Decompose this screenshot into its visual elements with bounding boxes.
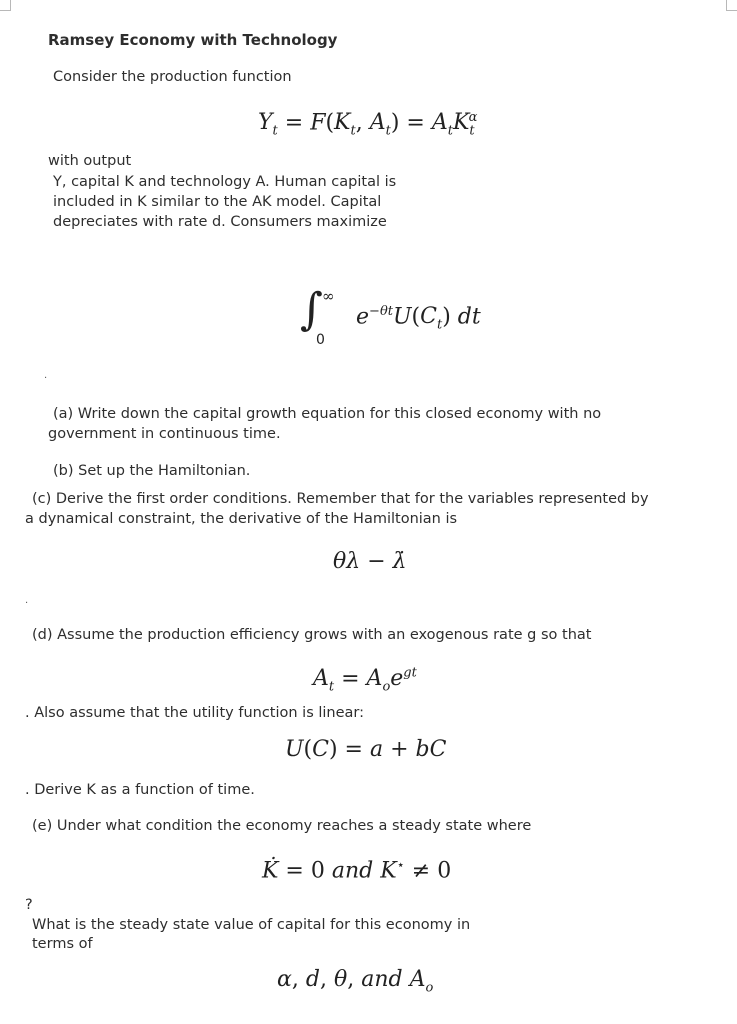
question-d: (d) Assume the production efficiency grows with an exogenous rate g so that <box>32 627 592 643</box>
production-equation: $Y_t = F(K_t$, $A_t) = A_tK_t^\alpha$ <box>258 110 478 139</box>
stray-dot-2: . <box>25 595 29 606</box>
hamiltonian-expression: θλ − λ̇ <box>333 549 407 574</box>
stray-dot: . <box>44 370 48 381</box>
intro-text: Consider the production function <box>53 69 292 85</box>
description-line-2: included in K similar to the AK model. Capital <box>53 194 382 210</box>
description-line-3: depreciates with rate d. Consumers maximize <box>53 214 387 230</box>
linear-utility-equation: U(C) = a + bC <box>285 737 447 762</box>
linear-assumption: . Also assume that the utility function is linear: <box>25 705 365 721</box>
output-label: with output <box>48 153 132 169</box>
question-c-line-2: a dynamical constraint, the derivative of the Hamiltonian is <box>25 511 458 527</box>
parameter-list: α, d, θ, and $A_o$ <box>277 967 434 996</box>
page-corner-left <box>0 0 11 11</box>
steady-state-line-2: terms of <box>32 936 93 952</box>
question-mark: ? <box>25 897 33 913</box>
question-b: (b) Set up the Hamiltonian. <box>53 463 251 479</box>
question-a-line-2: government in continuous time. <box>48 426 281 442</box>
question-c-line-1: (c) Derive the first order conditions. Remember that for the variables represented by <box>32 491 649 507</box>
question-e: (e) Under what condition the economy reaches a steady state where <box>32 818 532 834</box>
steady-state-line-1: What is the steady state value of capital for this economy in <box>32 917 471 933</box>
description-line-1: Y, capital K and technology A. Human capital is <box>53 174 397 190</box>
page-title: Ramsey Economy with Technology <box>48 31 338 49</box>
page-corner-right <box>726 0 737 11</box>
derive-k-text: . Derive K as a function of time. <box>25 782 255 798</box>
question-a-line-1: (a) Write down the capital growth equation for this closed economy with no <box>53 406 602 422</box>
technology-equation: $A_t = A_oe^{gt}$ <box>313 666 417 695</box>
steady-state-condition: K̇ = 0 and K⋆ ≠ 0 <box>262 858 452 884</box>
utility-integral: ∫ ∞ 0 $e^{-\theta t}U(C_t)$ dt <box>300 284 481 348</box>
